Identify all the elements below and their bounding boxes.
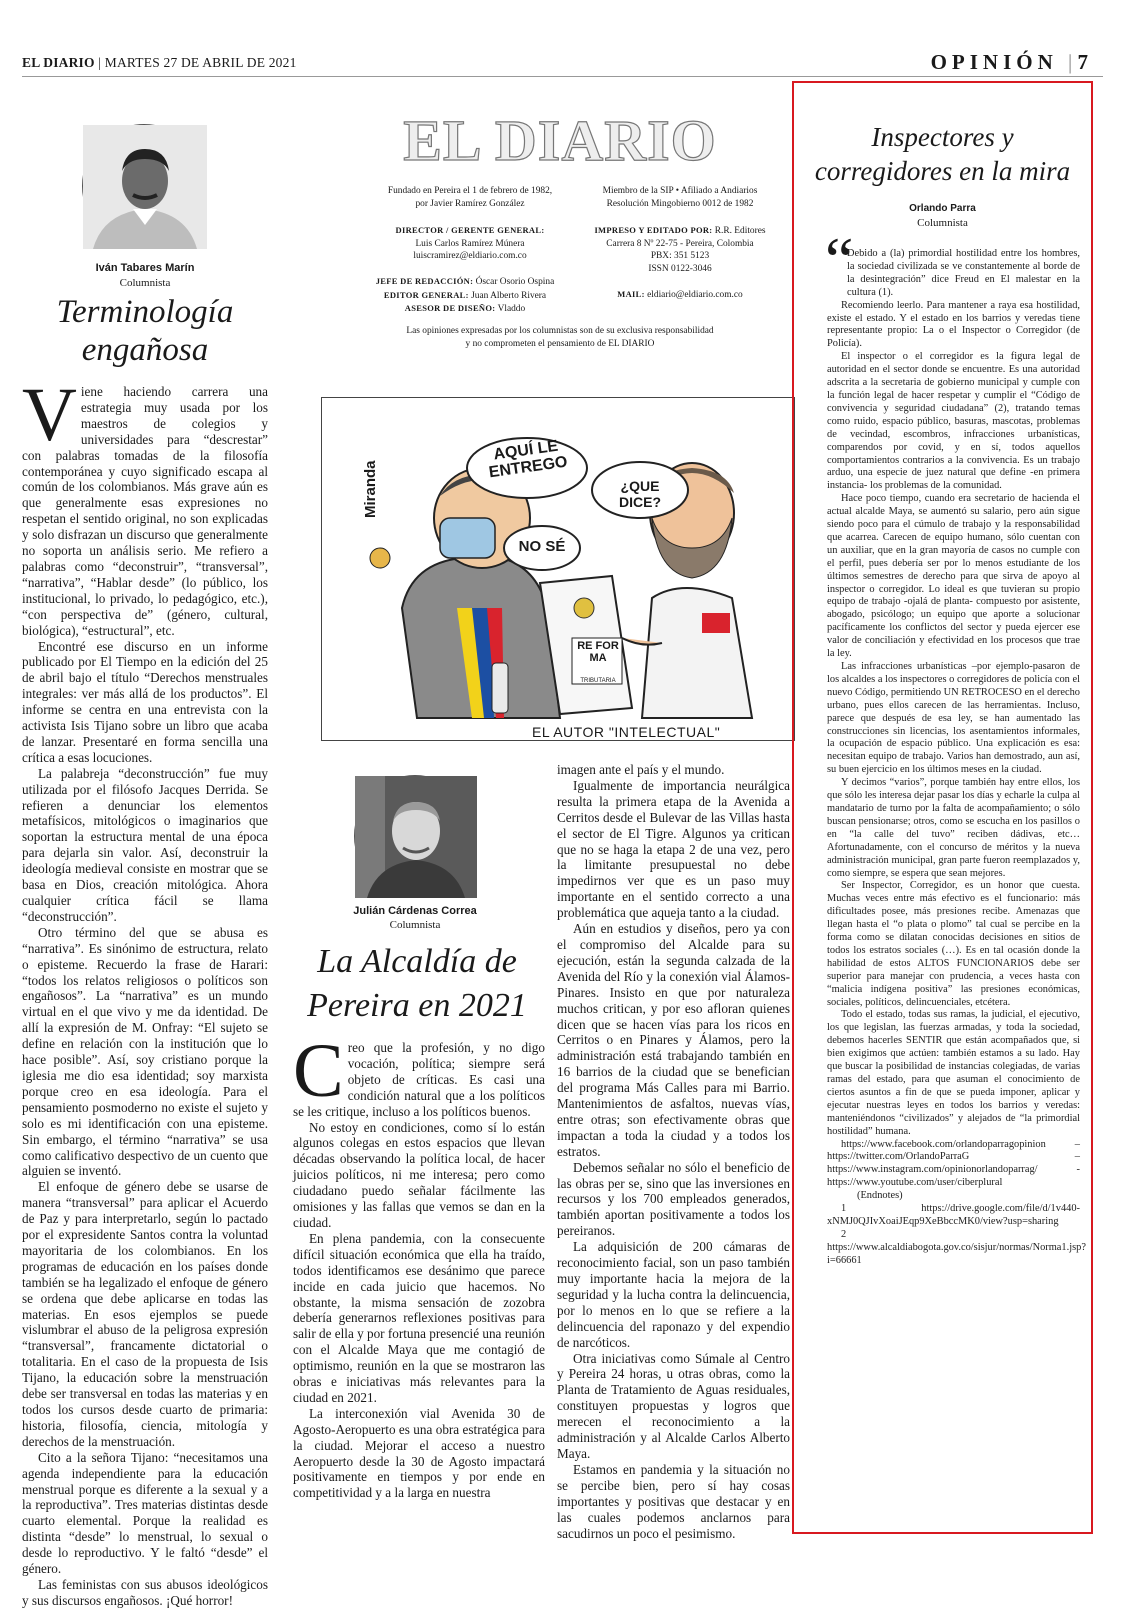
paragraph: https://www.facebook.com/orlandoparragopinion – https://twitter.com/OrlandoParraG – https://www.instagram.com/opinionorlandoparrag/ - https://www.youtube.com/user/ciberplural	[827, 1138, 1080, 1189]
article-body-terminologia	[22, 373, 268, 1609]
endnote: 1 https://drive.google.com/file/d/1v440-xNMJ0QJIvXoaiJEqp9XeBbccMK0/view?usp=sharing	[827, 1203, 1080, 1227]
paragraph: La palabreja “deconstrucción” fue muy utilizada por el filósofo Jacques Derrida. Se refieren a denunciar los elementos metafísicos, mitológicos o imaginarios que soportan la estructura mental de una época para dejarla sin valor. Así, deconstruir la ideología medieval consiste en mostrar que se basa en Dios, creación mitológica. Ahora cualquier crítica fácil se llama “deconstrucción”.	[22, 765, 268, 924]
author-role-2: Columnista	[389, 919, 441, 931]
paragraph: Todo el estado, todas sus ramas, la judicial, el ejecutivo, los que legislan, las fuerzas armadas, y toda la sociedad, debemos hacerles SENTIR que están acompañados que, si bien exigimos que actúen: también estamos a su lado. Hay que buscar la posibilidad de instancias colegiadas, de varias ramas del estado, para que asuman el conocimiento de ciertos asuntos a fin de que se pueda imponer, aplicar y ejecutar nuestras leyes en todos los barrios y veredas: manteniéndonos “civilizados” y alejados de “la primordial hostilidad” humana.	[827, 1009, 1080, 1137]
paragraph: Aún en estudios y diseños, pero ya con el compromiso del Alcalde para su ejecución, están la segunda calzada de la Avenida del Río y la conexión vial Álamos-Pinares. Insisto en que por naturaleza muchos critican, y por eso afloran quienes dicen que se hacen vías para los ricos en Cerritos o en Pinares y Álamos, pero la administración está trabajando también en 16 barrios de la ciudad que se benefician del programa Más Calles para mi Barrio. Mantenimientos de asfaltos, nuevas vías, entre otras; son efectivamente obras que impactan a toda la ciudad y a todos los estratos.	[557, 921, 790, 1159]
article-body-alcaldia-col2	[557, 762, 790, 1541]
paragraph: iene haciendo carrera una estrategia muy usada por los maestros de colegios y universidades para “descrestar” con palabras tomadas de la filosofía contemporánea y cuyo significado escapa al común de los colombianos. Más grave aún es que generalmente esas expresiones no respetan el sentido original, no son explicadas y solo disfrazan un discurso que generalmente no soporta un análisis serio. Me refiero a palabras como “deconstruir”, “transversal”, “narrativa”, “Hablar desde” (lo público, los institucional, lo privado, lo pedagógico, etc.), “con perspectiva de” (género, cultural, biológica), “estructural”, etc.	[22, 384, 268, 638]
paragraph: Hace poco tiempo, cuando era secretario de hacienda el actual alcalde Maya, se aumentó su salario, pero aún sigue siendo poco para el cúmulo de trabajo y la responsabilidad que acarrea. Carecen de equipo humano, sólo cuentan con un auxiliar, que en la gran mayoría de casos no cumple con el perfil, pues debería ser por lo menos estudiante de los últimos semestres de derecho para que sirva de apoyo al inspector o corregidor. Lo ideal es que tuvieran su propio equipo de trabajo -ojalá de planta- compuesto por asistente, abogado, psicólogo; un equipo que aporte a solucionar pacíficamente los conflictos del sector y pueda ejercer ese valor de conciliación y efectividad en los procesos que trae la ley.	[827, 493, 1080, 660]
drop-cap: C	[293, 1029, 344, 1113]
author-photo-tabares	[82, 124, 206, 248]
cartoon-folder-text: RE FOR MA	[577, 640, 619, 664]
paragraph: Cito a la señora Tijano: “necesitamos una agenda independiente para la educación menstrual porque es diferente a la sexual y a la reproductiva”. Tres materias distintas desde cuarto elemental. Porque la realidad es distinta “desde” lo menstrual, lo sexual o desde lo reproductivo. Y le faltó “desde” el género.	[22, 1449, 268, 1577]
paragraph: Otra iniciativas como Súmale al Centro y Pereira 24 horas, u otras obras, como la Planta de Tratamiento de Aguas residuales, constituyen propuestas y logros que merecen el reconocimiento a la administración y al Alcalde Carlos Alberto Maya.	[557, 1350, 790, 1461]
masthead-founded: Fundado en Pereira el 1 de febrero de 1982, por Javier Ramírez González	[387, 186, 553, 209]
author-photo-cardenas	[354, 775, 476, 897]
cartoon-folder-sub: TRIBUTARIA	[580, 678, 616, 684]
paragraph: imagen ante el país y el mundo.	[557, 762, 725, 777]
cartoon-bubble-1: AQUÍ LE ENTREGO	[487, 437, 569, 482]
section-name: OPINIÓN	[930, 50, 1058, 74]
drop-cap: V	[22, 373, 77, 457]
paragraph: Las feministas con sus abusos ideológicos y sus discursos engañosos. ¡Qué horror!	[22, 1576, 268, 1608]
paragraph: El inspector o el corregidor es la figura legal de autoridad en el sector donde se encuentre. Es una autoridad adscrita a la secretaria de gobierno municipal y cumple con la función legal de hacer respetar y cumplir el “Código de convivencia y seguridad ciudadana” (2), tratando temas como ruido, espacio público, basuras, mascotas, problemas de vecindad, escombros, infracciones urbanísticas, comparendos por covid, y en sí, todos aquellos comportamientos contrarios a la convivencia. Es un trabajo arduo, una especie de juez natural que define -en primera instancia- los problemas de la comunidad.	[827, 351, 1080, 492]
paragraph: reo que la profesión, y no digo vocación, política; siempre será objeto de críticas. Es casi una condición natural que a los políticos se les critique, incluso a los políticos buenos.	[293, 1040, 545, 1119]
paragraph: Y decimos “varios”, porque también hay entre ellos, los que sólo les interesa dejar pasar los días y echarle la culpa al mandatario de turno por la falta de acompañamiento; o sólo buscan pensionarse; otros, como se escucha en los pasillos o en “la calle del tuvo” reciben dádivas, etc… Afortunadamente, con el concurso de méritos y la nueva administración municipal, gran parte fueron reemplazados y, como siempre, se espera que sean mejores.	[827, 777, 1080, 879]
article-body-alcaldia-col1	[293, 1029, 545, 1501]
article-title-terminologia: Terminología engañosa	[56, 294, 234, 368]
masthead-logo: EL DIARIO	[403, 108, 717, 173]
cartoon-signature: Miranda	[362, 460, 379, 518]
paragraph: Estamos en pandemia y la situación no se percibe bien, pero sí hay cosas importantes y positivas que destacar y en las cuales podemos anclarnos para sacudirnos un poco el pesimismo.	[557, 1461, 790, 1541]
masthead-member: Miembro de la SIP • Afiliado a Andiarios Resolución Mingobierno 0012 de 1982	[602, 186, 758, 209]
quote-mark-icon: “	[825, 224, 854, 295]
article-body-inspectores	[827, 248, 1086, 1268]
paragraph: El enfoque de género debe se usarse de manera “transversal” para aplicar el Acuerdo de Paz y para interpretarlo, según lo pactado por el expresidente Santos contra la voluntad mayoritaria de los colombianos. En los programas de educación en los países donde también se ha legalizado el enfoque de género se ordena que debe aplicarse en todas las materias. En esos ejemplos se puede vislumbrar el abuso de la peligrosa expresión “transversal”, francamente dictatorial o totalitaria. En el caso de la propuesta de Isis Tijano, la educación sobre la menstruación debe ser transversal en todas las materias y en todos los cursos desde cuarto de primaria: historia, filosofía, ciencia, mitología y derechos de la menstruación.	[22, 1179, 268, 1449]
header-rule	[22, 76, 1103, 77]
paragraph: Recomiendo leerlo. Para mantener a raya esa hostilidad, existe el estado. Y el estado en los barrios y veredas tiene representante propio: La o el Inspector o Corregidor (de Policía).	[827, 299, 1080, 350]
page-header-right: OPINIÓN | 7	[930, 50, 1093, 74]
masthead-disclaimer: Las opiniones expresadas por los columnistas son de su exclusiva responsabilidad y no comprometen el pensamiento de EL DIARIO	[406, 326, 714, 349]
paragraph: Ser Inspector, Corregidor, es un honor que cuesta. Muchas veces entre más efectivo es el funcionario: más dificultades posee, más presiones recibe. Amenazas que llegan hasta el “o plata o plomo” tal cual se percibe en la forma como se dilatan conocidas decisiones en sitios de todos los estratos sociales (…). Es en tal ocasión donde la habilidad de estos ALTOS FUNCIONARIOS debe ser superior para manejar con prudencia, a veces hasta con “malicia indígena positiva” las presiones económicas, sociales, políticos, delincuenciales, etcétera.	[827, 880, 1080, 1008]
article-title-alcaldia: La Alcaldía de Pereira en 2021	[307, 943, 527, 1024]
masthead-director: DIRECTOR / GERENTE GENERAL: Luis Carlos Ramírez Múnera luiscramirez@eldiario.com.co	[395, 225, 545, 261]
endnote: 2 https://www.alcaldiabogota.gov.co/sisjur/normas/Norma1.jsp?i=66661	[827, 1228, 1086, 1266]
paragraph: En plena pandemia, con la consecuente difícil situación económica que ella ha traído, todos identificamos ese desánimo que parece incide en cada juicio que hacemos. No obstante, la misma sensación de zozobra debería generarnos reflexiones positivas para salir de ella y por fortuna presencié una reunión con el Alcalde Maya que me contagió de optimismo, reunión en la que se mostraron las obras e iniciativas más relevantes para la ciudad en 2021.	[293, 1230, 545, 1405]
masthead-mail: MAIL: eldiario@eldiario.com.co	[617, 289, 743, 300]
issue-date: MARTES 27 DE ABRIL DE 2021	[104, 55, 297, 70]
paragraph: Encontré ese discurso en un informe publicado por El Tiempo en la edición del 25 de abril bajo el título “Derechos menstruales integrales: ver más allá de los productos”. El informe se centra en una entrevista con la activista Isis Tijano sobre un libro que acaba de lanzar. Presentaré en forma sencilla una crítica a esas locuciones.	[22, 638, 268, 765]
paragraph: Igualmente de importancia neurálgica resulta la primera etapa de la Avenida a Cerritos desde el Bulevar de las Villas hasta el sector de El Tigre. Algunos ya critican que no se haga la etapa 2 de una vez, pero la limitante presupuestal no debe impedirnos ver que es un paso muy importante en el sentido correcto a una problemática que aqueja tanto a la ciudad.	[557, 777, 790, 921]
pull-quote: Debido a (la) primordial hostilidad entre los hombres, la sociedad civilizada se ve constantemente al borde de la desintegración” dice Freud en El malestar en la cultura (1).	[847, 248, 1080, 298]
paragraph: Debemos señalar no sólo el beneficio de las obras per se, sino que las inversiones en recursos y los 700 empleados generados, también aportan positivamente a todos los pereiranos.	[557, 1159, 790, 1239]
paragraph: Otro término del que se abusa es “narrativa”. Es sinónimo de estructura, relato o episteme. Recuerdo la frase de Harari: “todos los relatos religiosos o políticos son engañosos”. La “narrativa” es un mundo virtual en el que vivo y me da identidad. De allí la expresión de M. Onfray: “El sujeto se define en relación con la institución que lo hace posible”. Así, soy cristiano porque la iglesia me dio esa identidad; soy marxista porque creo en esa ideología. Para el pensamiento posmoderno no existe el sujeto y solo es mi identificación con una episteme. Sin embargo, el término “narrativa” se usa como calificativo despectivo de un cuento que alguien se inventó.	[22, 924, 268, 1179]
paragraph: No estoy en condiciones, como sí lo están algunos colegas en estos espacios que llevan décadas observando la política local, de hacer juicios políticos, ni me interesa; pero como ciudadano puedo señalar fácilmente las omisiones y las fallas que vemos se dan en la ciudad.	[293, 1119, 545, 1230]
paragraph: Las infracciones urbanísticas –por ejemplo-pasaron de los alcaldes a los inspectores o corregidores de policía con el nuevo Código, permitiendo UN RETROCESO en el derecho urbano, pues ellos carecen de las herramientas. Incluso, parece que después de esa ley, se han aumentado las construcciones sin licencias, los asentamientos informales, la ocupación de espacio público. Una explicación es esa: necesitan equipo de trabajo. Varios han demostrado, aun así, su buen ejercicio en los últimos meses en la ciudad.	[827, 661, 1080, 776]
author-role: Columnista	[119, 277, 171, 289]
page-header-left: EL DIARIO | MARTES 27 DE ABRIL DE 2021	[22, 55, 297, 70]
author-name: Iván Tabares Marín	[95, 262, 195, 274]
paper-name: EL DIARIO	[22, 55, 95, 70]
paragraph: La adquisición de 200 cámaras de reconocimiento facial, son un paso también muy importante hacia la mejora de la seguridad y la lucha contra la delincuencia, por lo menos en lo que se refiere a la delincuencia del raponazo y del expendio de narcóticos.	[557, 1239, 790, 1350]
endnotes-label: (Endnotes)	[857, 1190, 903, 1202]
masthead-printer: IMPRESO Y EDITADO POR: R.R. Editores Carrera 8 Nº 22-75 - Pereira, Colombia PBX: 351 5123 ISSN 0122-3046	[594, 225, 766, 274]
author-name-2: Julián Cárdenas Correa	[353, 905, 477, 917]
cartoon-bubble-2: ¿QUE DICE?	[619, 478, 661, 510]
article-title-inspectores: Inspectores y corregidores en la mira	[814, 122, 1071, 186]
author-role-3: Columnista	[917, 217, 968, 229]
page-number: 7	[1077, 50, 1093, 74]
author-name-3: Orlando Parra	[909, 203, 976, 214]
cartoon-caption: EL AUTOR "INTELECTUAL"	[532, 724, 721, 740]
paragraph: La interconexión vial Avenida 30 de Agosto-Aeropuerto es una obra estratégica para la ciudad. Mejorar el acceso a nuestro Aeropuerto desde la 30 de Agosto impactará positivamente en tiempos y por ende en competitividad y a la larga en nuestra	[293, 1405, 545, 1501]
cartoon-box	[321, 397, 795, 741]
cartoon-bubble-3: NO SÉ	[518, 538, 566, 555]
masthead-staff: JEFE DE REDACCIÓN: Óscar Osorio Ospina EDITOR GENERAL: Juan Alberto Rivera ASESOR DE DISEÑO: Vladdo	[375, 276, 555, 314]
